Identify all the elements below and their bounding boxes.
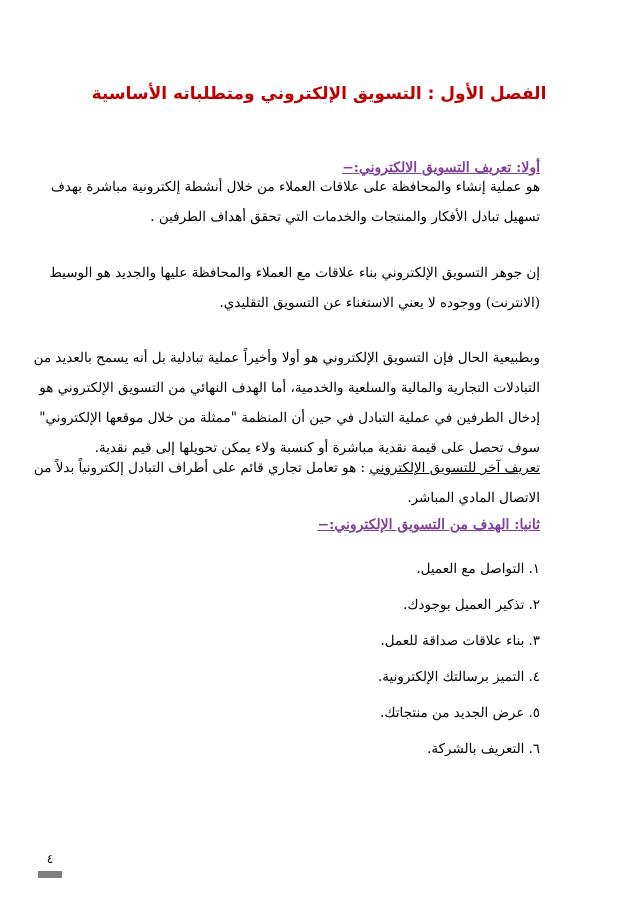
list-item: [378, 623, 540, 659]
list-text: التميز برسالتك الإلكترونية.: [377, 669, 525, 685]
paragraph-line: التبادلات التجارية والمالية والسلعية والخدمية، أما الهدف النهائي من التسويق الإلكتروني هو: [39, 380, 540, 396]
alt-definition-rest: : هو تعامل تجاري قائم على أطراف التبادل إلكترونياً بدلاً من: [33, 460, 370, 476]
list-text: التعريف بالشركة.: [427, 741, 525, 757]
page-number: ٤: [46, 852, 54, 866]
paragraph-line: وبطبيعية الحال فإن التسويق الإلكتروني هو أولا وأخيراً عملية تبادلية بل أنه يسمح بالعديد من: [33, 350, 540, 366]
list-text: بناء علاقات صداقة للعمل.: [380, 633, 525, 649]
paragraph-line: تسهيل تبادل الأفكار والمنتجات والخدمات التي تحقق أهداف الطرفين .: [150, 209, 540, 225]
paragraph-line: إدخال الطرفين في عملية التبادل في حين أن المنظمة "ممثلة من خلال موقعها الإلكتروني": [39, 410, 540, 426]
list-item: [378, 695, 540, 731]
section-heading-definition: أولا: تعريف التسويق الالكتروني:−: [342, 160, 540, 176]
list-item: [378, 731, 540, 767]
paragraph-line: (الانترنت) ووجوده لا يعني الاستغناء عن التسويق التقليدي.: [219, 295, 540, 311]
goals-list: [378, 551, 540, 767]
page-number-bar: [38, 871, 62, 878]
paragraph-alt-definition: [33, 453, 540, 513]
paragraph-line: هو عملية إنشاء والمحافظة على علاقات العملاء من خلال أنشطة إلكترونية مباشرة بهدف: [50, 179, 540, 195]
paragraph-line: [33, 453, 540, 483]
list-text: عرض الجديد من منتجاتك.: [380, 705, 525, 721]
paragraph-exchange: [33, 343, 540, 463]
list-number: ٦.: [528, 741, 540, 757]
paragraph-line: الاتصال المادي المباشر.: [407, 490, 540, 506]
chapter-title: الفصل الأول : التسويق الإلكتروني ومتطلباته الأساسية: [91, 84, 547, 104]
paragraph-line: إن جوهر التسويق الإلكتروني بناء علاقات مع العملاء والمحافظة عليها والجديد هو الوسيط: [49, 265, 540, 281]
list-item: [378, 587, 540, 623]
paragraph-essence: [49, 258, 540, 318]
paragraph-line: سوف تحصل على قيمة نقدية مباشرة أو كنسبة ولاء يمكن تحويلها إلى قيم نقدية.: [94, 440, 540, 456]
section-heading-goals: ثانيا: الهدف من التسويق الإلكتروني:−: [317, 517, 540, 533]
list-number: ٣.: [528, 633, 540, 649]
list-number: ٢.: [528, 597, 540, 613]
list-text: التواصل مع العميل.: [416, 561, 525, 577]
list-number: ٤.: [528, 669, 540, 685]
list-text: تذكير العميل بوجودك.: [403, 597, 525, 613]
list-item: [378, 551, 540, 587]
paragraph-definition: [50, 172, 540, 232]
list-item: [378, 659, 540, 695]
list-number: ١.: [528, 561, 540, 577]
list-number: ٥.: [528, 705, 540, 721]
alt-definition-lead: تعريف آخر للتسويق الإلكتروني: [369, 460, 540, 476]
